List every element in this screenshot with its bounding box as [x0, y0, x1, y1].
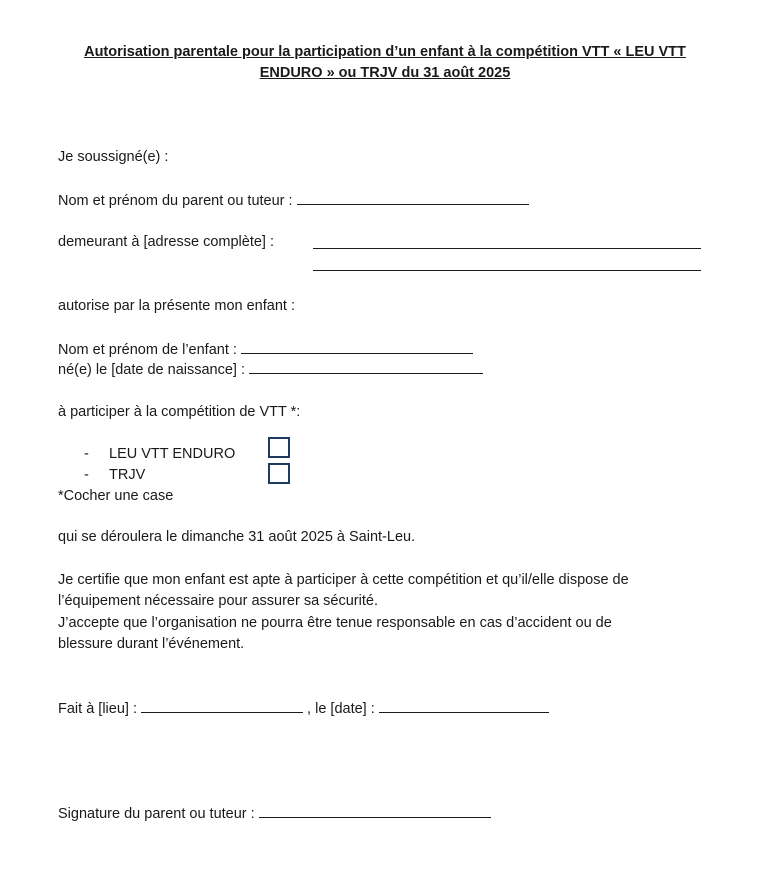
- place-date-row: [58, 698, 549, 719]
- place-label: Fait à [lieu] :: [58, 701, 137, 717]
- child-name-field[interactable]: [241, 339, 473, 354]
- participate-text: à participer à la compétition de VTT *:: [58, 404, 301, 420]
- check-note: *Cocher une case: [58, 488, 174, 504]
- option-label: TRJV: [109, 467, 146, 483]
- option-dash: -: [84, 467, 89, 483]
- title-line-2: ENDURO » ou TRJV du 31 août 2025: [259, 65, 511, 81]
- event-text: qui se déroulera le dimanche 31 août 2025 à Saint-Leu.: [58, 529, 416, 545]
- certify-line-1: Je certifie que mon enfant est apte à participer à cette compétition et qu’il/elle dispose de: [58, 572, 629, 588]
- date-field[interactable]: [379, 698, 549, 713]
- date-label: , le [date] :: [307, 701, 375, 717]
- option-label: LEU VTT ENDURO: [109, 446, 236, 462]
- authorize-text: autorise par la présente mon enfant :: [58, 298, 295, 314]
- parent-name-row: [58, 190, 529, 211]
- child-birth-label: né(e) le [date de naissance] :: [58, 362, 246, 378]
- child-name-label: Nom et prénom de l’enfant :: [58, 342, 237, 358]
- certify-line-2: l’équipement nécessaire pour assurer sa sécurité.: [58, 593, 378, 609]
- address-label: demeurant à [adresse complète] :: [58, 234, 275, 250]
- child-name-row: [58, 339, 473, 360]
- signature-row: [58, 803, 491, 824]
- title-line-1: Autorisation parentale pour la participation d’un enfant à la compétition VTT « LEU VTT: [84, 44, 686, 60]
- document-title: [40, 42, 730, 84]
- child-birth-field[interactable]: [249, 359, 483, 374]
- option-dash: -: [84, 446, 89, 462]
- address-field-line-1[interactable]: [313, 248, 701, 249]
- accept-line-1: J’accepte que l’organisation ne pourra être tenue responsable en cas d’accident ou de: [58, 615, 612, 631]
- signature-label: Signature du parent ou tuteur :: [58, 806, 255, 822]
- accept-line-2: blessure durant l’événement.: [58, 636, 245, 652]
- parent-name-label: Nom et prénom du parent ou tuteur :: [58, 193, 293, 209]
- place-field[interactable]: [141, 698, 303, 713]
- child-birth-row: [58, 359, 483, 380]
- checkbox-trjv[interactable]: [268, 463, 290, 484]
- parent-name-field[interactable]: [297, 190, 529, 205]
- address-field-line-2[interactable]: [313, 270, 701, 271]
- undersigned-label: Je soussigné(e) :: [58, 149, 169, 165]
- signature-field[interactable]: [259, 803, 491, 818]
- checkbox-leu-vtt-enduro[interactable]: [268, 437, 290, 458]
